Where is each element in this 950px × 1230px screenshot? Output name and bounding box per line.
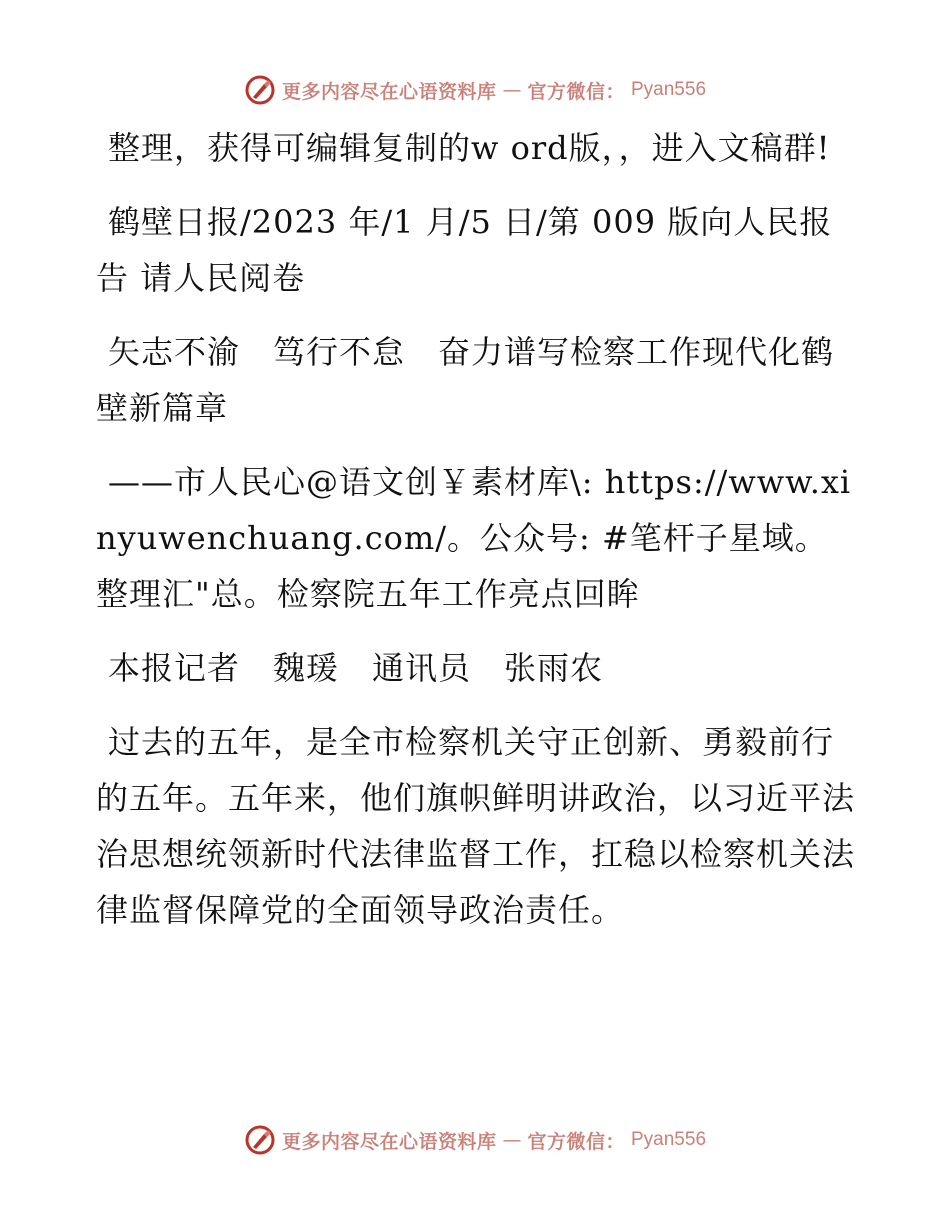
article-paragraph: 过去的五年，是全市检察机关守正创新、勇毅前行的五年。五年来，他们旗帜鲜明讲政治，以习近平法治思想统领新时代法律监督工作，扛稳以检察机关法律监督保障党的全面领导政治责任。 <box>96 723 856 929</box>
watermark-brand: 更多内容尽在心语资料库 <box>281 80 497 103</box>
pen-logo-icon <box>244 1124 276 1156</box>
header-watermark <box>0 70 950 110</box>
watermark-label: 官方微信： <box>527 80 625 103</box>
watermark-brand: 更多内容尽在心语资料库 <box>281 1130 497 1153</box>
article-subtitle: ——市人民心@语文创￥素材库\: https://www.xinyuwenchuang.com/。公众号: #笔杆子星域。整理汇"总。检察院五年工作亮点回眸 <box>96 463 852 613</box>
paragraph-source: 鹤壁日报/2023 年/1 月/5 日/第 009 版向人民报告 请人民阅卷 <box>96 203 833 297</box>
watermark-separator: — <box>502 1129 522 1151</box>
article-title: 矢志不渝 笃行不怠 奋力谱写检察工作现代化鹤壁新篇章 <box>96 333 835 427</box>
watermark-id: Pyan556 <box>631 1129 707 1150</box>
pen-logo-icon <box>244 74 276 106</box>
footer-watermark <box>0 1120 950 1160</box>
article-byline: 本报记者 魏瑗 通讯员 张雨农 <box>108 649 604 687</box>
watermark-label: 官方微信： <box>527 1130 625 1153</box>
watermark-id: Pyan556 <box>631 79 707 100</box>
watermark-separator: — <box>502 79 522 101</box>
paragraph-intro: 整理，获得可编辑复制的w ord版，，进入文稿群! <box>108 129 831 167</box>
document-body <box>96 120 856 956</box>
